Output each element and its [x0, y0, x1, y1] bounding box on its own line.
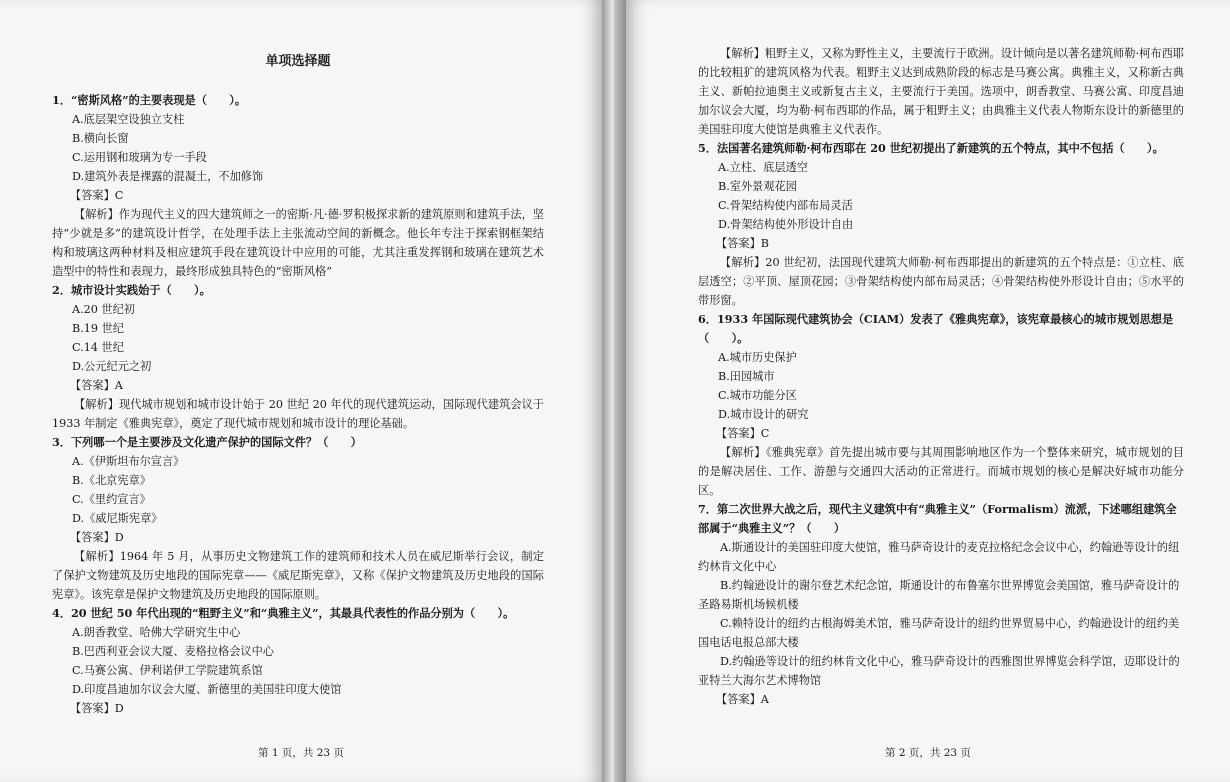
- q5-answer: 【答案】B: [716, 237, 769, 250]
- q4-option-d: D.印度昌迪加尔议会大厦、新德里的美国驻印度大使馆: [72, 683, 342, 696]
- q7-option-c: C.赖特设计的纽约古根海姆美术馆，雅马萨奇设计的纽约世界贸易中心，约翰逊设计的纽约美国电话电报总部大楼: [698, 617, 1180, 649]
- q1-answer: 【答案】C: [70, 189, 124, 202]
- q1-option-d: D.建筑外表是裸露的混凝土，不加修饰: [72, 170, 264, 183]
- q6-explanation: 【解析】《雅典宪章》首先提出城市要与其周围影响地区作为一个整体来研究，城市规划的目的是解决居住、工作、游憩与交通四大活动的正常进行。而城市规划的核心是解决好城市功能分区。: [698, 446, 1184, 497]
- q4-answer: 【答案】D: [70, 702, 124, 715]
- question-1: 1．“密斯风格”的主要表现是（ ）。: [52, 93, 247, 107]
- q5-option-b: B.室外景观花园: [718, 180, 797, 193]
- question-6: 6．1933 年国际现代建筑协会（CIAM）发表了《雅典宪章》，该宪章最核心的城市规划思想是（ ）。: [698, 312, 1174, 345]
- page-1-footer: 第 1 页，共 23 页: [258, 747, 344, 759]
- question-7: 7．第二次世界大战之后，现代主义建筑中有“典雅主义”（Formalism）流派，下述哪组建筑全部属于“典雅主义”？（ ）: [698, 502, 1177, 535]
- q1-option-b: B.横向长窗: [72, 132, 129, 145]
- q5-option-c: C.骨架结构使内部布局灵活: [718, 199, 853, 212]
- q2-option-c: C.14 世纪: [72, 341, 124, 354]
- q7-answer: 【答案】A: [716, 693, 769, 706]
- q5-option-d: D.骨架结构使外形设计自由: [718, 218, 854, 231]
- q2-answer: 【答案】A: [70, 379, 123, 392]
- q4-explanation: 【解析】粗野主义，又称为野性主义，主要流行于欧洲。设计倾向是以著名建筑师勒·柯布西耶的比较粗犷的建筑风格为代表。粗野主义达到成熟阶段的标志是马赛公寓。典雅主义，又称新古典主义、新帕拉迪奥主义或新复古主义，主要流行于美国。选项中，朗香教堂、马赛公寓、印度昌迪加尔议会大厦，均为勒·柯布西耶的作品，属于粗野主义；由典雅主义代表人物斯东设计的新德里的美国驻印度大使馆是典雅主义代表作。: [698, 47, 1184, 136]
- q4-option-c: C.马赛公寓、伊利诺伊工学院建筑系馆: [72, 664, 263, 677]
- q6-option-c: C.城市功能分区: [718, 389, 797, 402]
- q3-answer: 【答案】D: [70, 531, 124, 544]
- q5-explanation: 【解析】20 世纪初，法国现代建筑大师勒·柯布西耶提出的新建筑的五个特点是：①立柱、底层透空；②平顶、屋顶花园；③骨架结构使内部布局灵活；④骨架结构使外形设计自由；⑤水平的带形窗。: [698, 256, 1184, 307]
- q4-option-a: A.朗香教堂、哈佛大学研究生中心: [72, 626, 241, 639]
- page-1: [0, 0, 602, 782]
- q5-option-a: A.立柱、底层透空: [718, 161, 808, 174]
- q2-option-d: D.公元纪元之初: [72, 360, 152, 373]
- q2-option-b: B.19 世纪: [72, 322, 124, 335]
- q1-option-c: C.运用钢和玻璃为专一手段: [72, 151, 207, 164]
- page-2-footer: 第 2 页，共 23 页: [885, 747, 971, 759]
- q6-option-a: A.城市历史保护: [718, 351, 797, 364]
- q3-option-d: D.《威尼斯宪章》: [72, 512, 163, 525]
- q7-option-d: D.约翰逊等设计的纽约林肯文化中心，雅马萨奇设计的西雅图世界博览会科学馆，迈耶设计的亚特兰大海尔艺术博物馆: [698, 655, 1180, 687]
- q6-option-b: B.田园城市: [718, 370, 775, 383]
- q3-option-c: C.《里约宣言》: [72, 493, 151, 506]
- q6-option-d: D.城市设计的研究: [718, 408, 809, 421]
- question-5: 5．法国著名建筑师勒·柯布西耶在 20 世纪初提出了新建筑的五个特点，其中不包括（ ）。: [698, 141, 1164, 155]
- q4-option-b: B.巴西利亚会议大厦、麦格拉格会议中心: [72, 645, 274, 658]
- q3-option-a: A.《伊斯坦布尔宣言》: [72, 455, 185, 468]
- page-1-content: [52, 44, 544, 718]
- question-4: 4．20 世纪 50 年代出现的“粗野主义”和“典雅主义”，其最具代表性的作品分别为（ ）。: [52, 606, 515, 620]
- q6-answer: 【答案】C: [716, 427, 770, 440]
- section-title: 单项选择题: [265, 54, 331, 69]
- q1-explanation: 【解析】作为现代主义的四大建筑师之一的密斯·凡·德·罗积极探求新的建筑原则和建筑手法，坚持“少就是多”的建筑设计哲学，在处理手法上主张流动空间的新概念。他长年专注于探索钢框架结构和玻璃这两种材料及相应建筑手段在建筑设计中应用的可能，尤其注重发挥钢和玻璃在建筑艺术造型中的特性和表现力，最终形成独具特色的“密斯风格”: [52, 208, 544, 278]
- q7-option-a: A.斯通设计的美国驻印度大使馆，雅马萨奇设计的麦克拉格纪念会议中心，约翰逊等设计的纽约林肯文化中心: [698, 541, 1180, 573]
- q1-option-a: A.底层架空设独立支柱: [72, 113, 185, 126]
- book-gutter: [602, 0, 626, 782]
- question-2: 2．城市设计实践始于（ ）。: [52, 283, 211, 297]
- page-2: [626, 0, 1230, 782]
- page-2-content: [698, 44, 1184, 709]
- q3-option-b: B.《北京宪章》: [72, 474, 151, 487]
- q2-option-a: A.20 世纪初: [72, 303, 135, 316]
- q2-explanation: 【解析】现代城市规划和城市设计始于 20 世纪 20 年代的现代建筑运动，国际现代建筑会议于 1933 年制定《雅典宪章》，奠定了现代城市规划和城市设计的理论基础。: [52, 398, 544, 430]
- q7-option-b: B.约翰逊设计的谢尔登艺术纪念馆，斯通设计的布鲁塞尔世界博览会美国馆，雅马萨奇设计的圣路易斯机场候机楼: [698, 579, 1180, 611]
- question-3: 3．下列哪一个是主要涉及文化遗产保护的国际文件？（ ）: [52, 435, 362, 449]
- q3-explanation: 【解析】1964 年 5 月，从事历史文物建筑工作的建筑师和技术人员在威尼斯举行会议，制定了保护文物建筑及历史地段的国际宪章——《威尼斯宪章》，又称《保护文物建筑及历史地段的国际宪章》。该宪章是保护文物建筑及历史地段的国际原则。: [52, 550, 544, 601]
